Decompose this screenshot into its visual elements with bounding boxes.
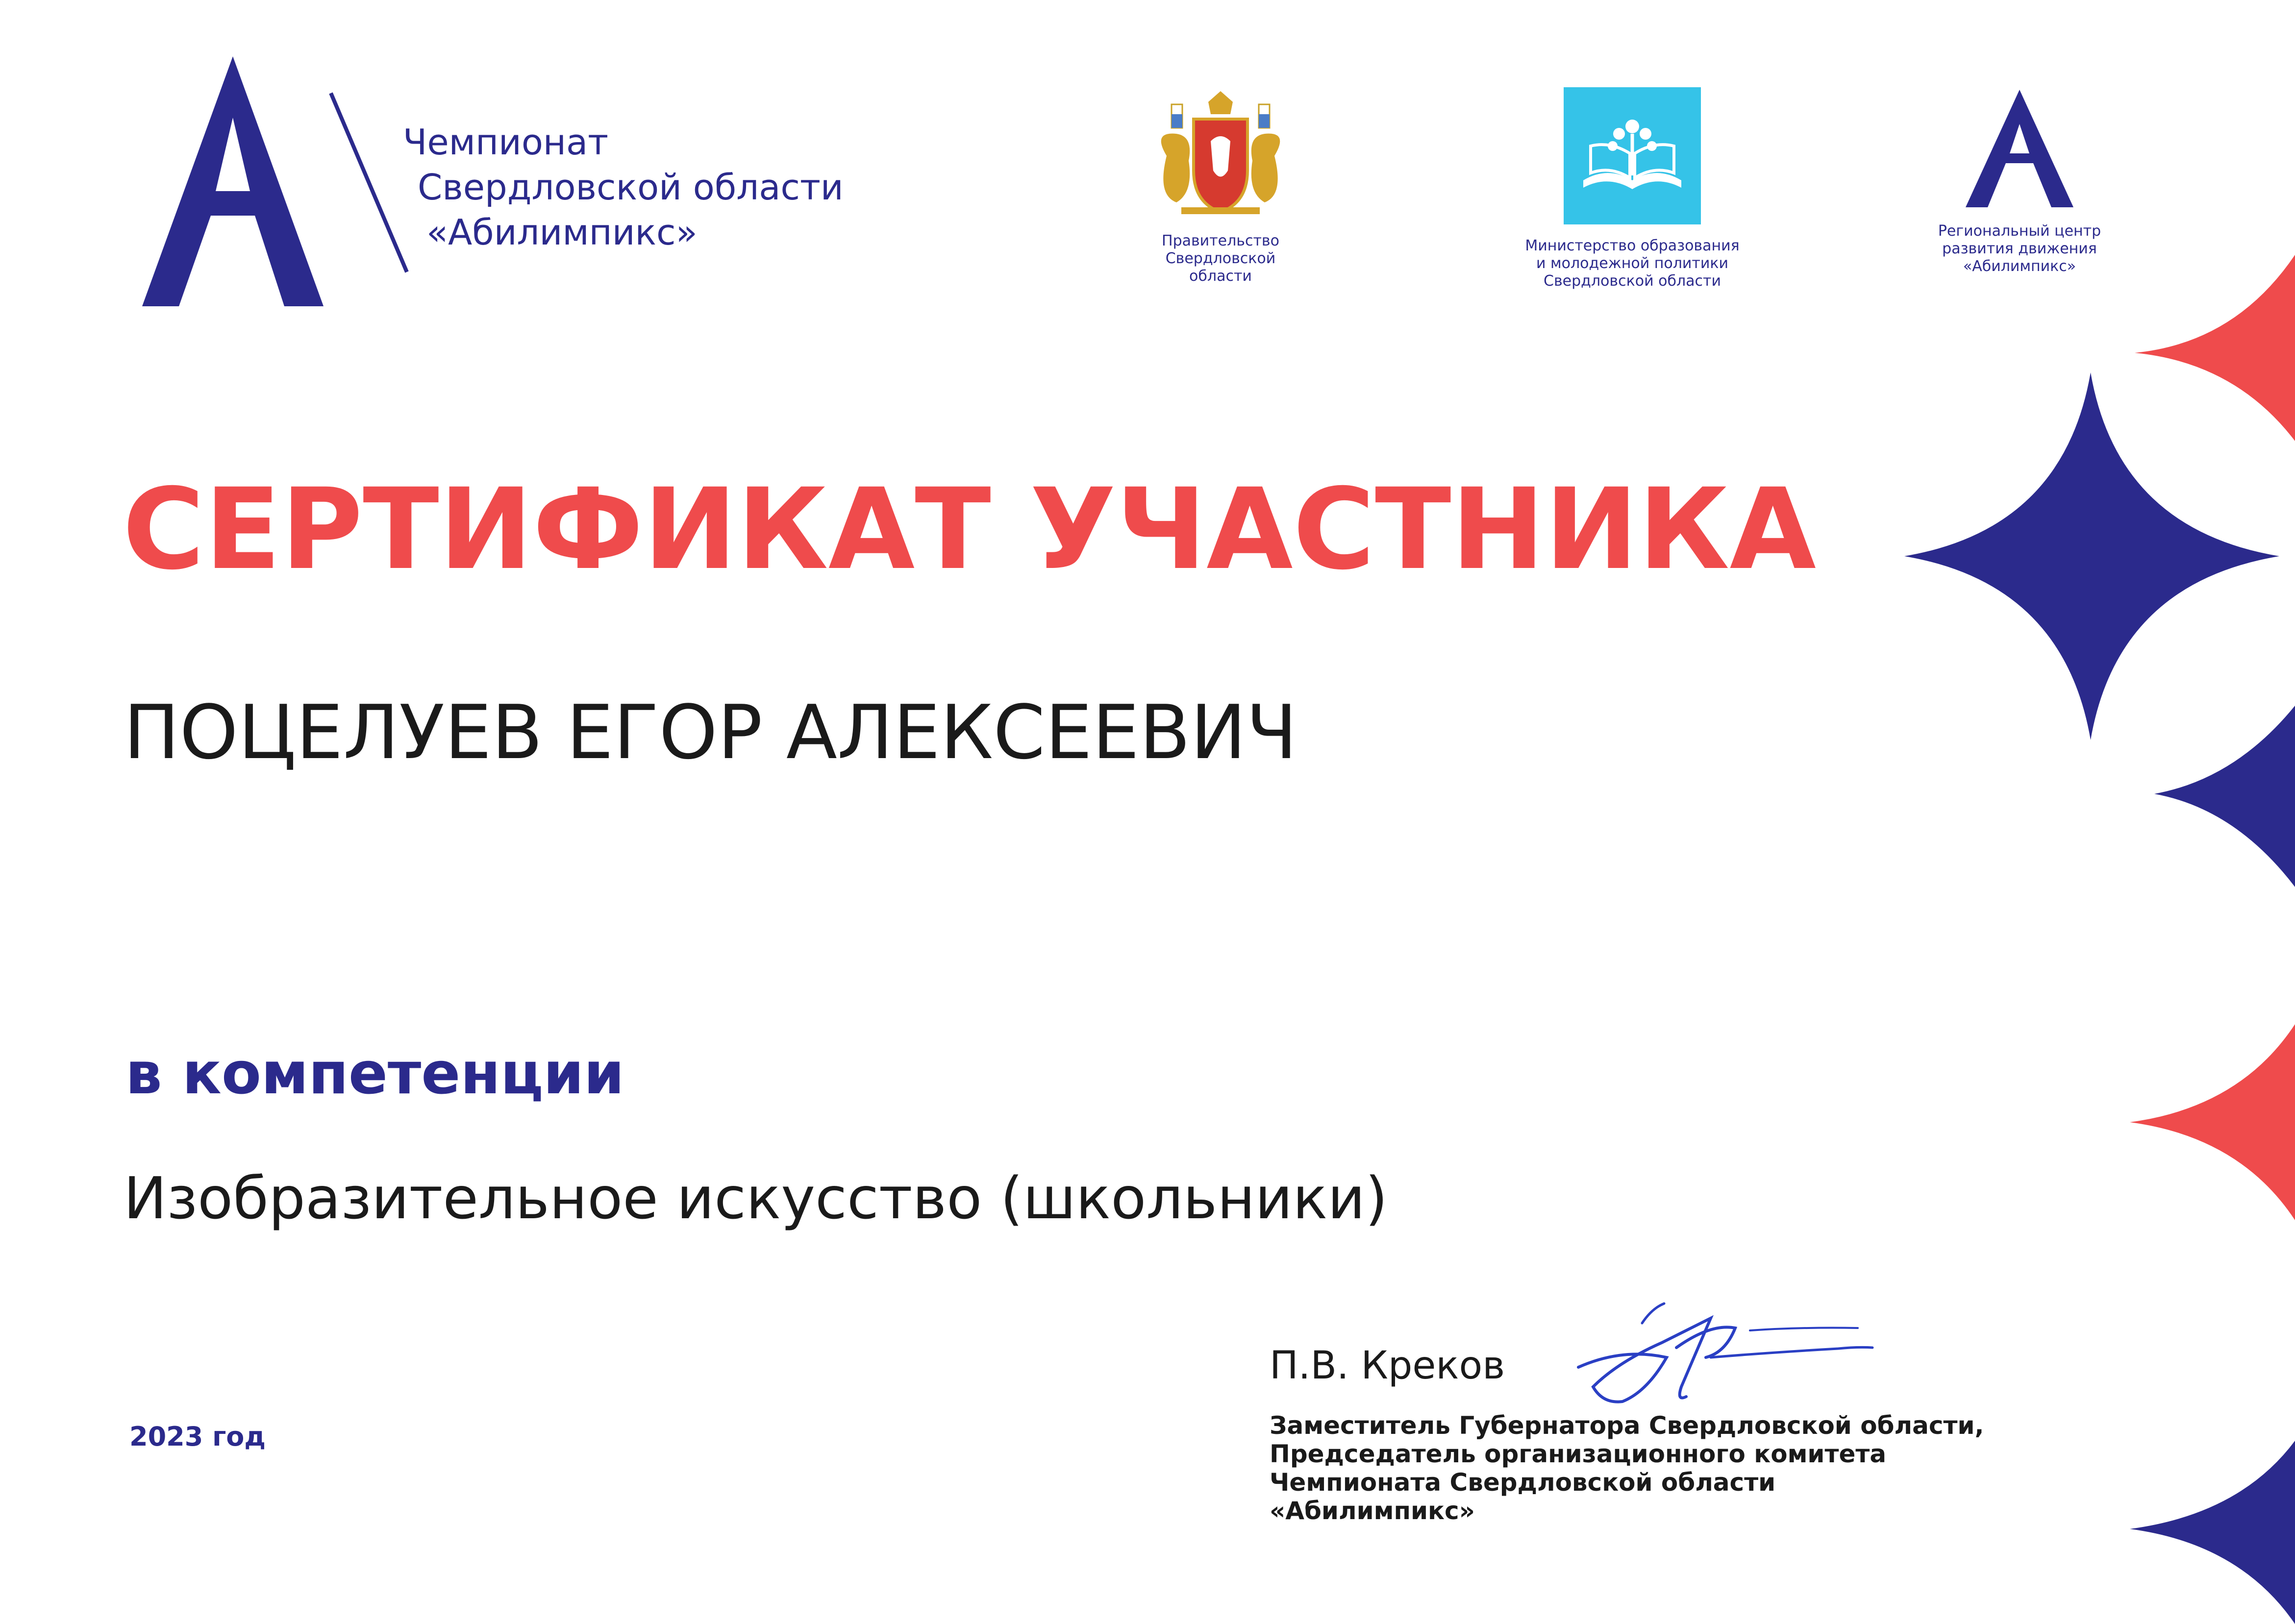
partner-government [1098,87,1343,285]
partner-ministry [1495,87,1770,290]
partner-caption-line: Свердловской области [1544,272,1721,290]
signer-name: П.В. Креков [1270,1344,1505,1388]
partner-caption-line: «Абилимпикс» [1963,258,2076,275]
competence-value: Изобразительное искусство (школьники) [124,1164,1388,1232]
competence-label: в компетенции [125,1039,624,1107]
abilympics-a-icon [1961,87,2078,210]
certificate-title: СЕРТИФИКАТ УЧАСТНИКА [123,464,1816,594]
red-star-bottom [2130,1024,2295,1220]
blue-star-bottom [2130,1441,2295,1624]
blue-star-large [1904,372,2279,740]
certificate-year: 2023 год [129,1421,266,1452]
book-tree-icon [1564,87,1701,224]
blue-star-mid [2154,706,2295,887]
signer-role [1270,1411,1984,1525]
partner-caption-line: области [1189,268,1252,285]
abilympics-logo-icon [132,49,426,314]
partner-caption-line: Министерство образования [1525,237,1740,254]
red-star-top [2135,255,2295,441]
signer-role-line: Заместитель Губернатора Свердловской области, [1270,1411,1984,1440]
signer-role-line: «Абилимпикс» [1270,1497,1475,1525]
handwritten-signature [1564,1289,1877,1416]
partner-regional-centre [1892,87,2147,275]
logo-line-1: Чемпионат [403,122,609,163]
partner-caption-line: и молодежной политики [1536,255,1728,272]
partner-caption-line: развития движения [1942,240,2097,257]
partner-caption-line: Региональный центр [1938,222,2101,240]
partner-caption-line: Свердловской [1165,250,1276,267]
logo-line-2: Свердловской области [418,167,844,208]
signer-role-line: Чемпионата Свердловской области [1270,1468,1776,1497]
coat-of-arms-icon [1147,87,1294,220]
logo-line-3: «Абилимпикс» [426,212,698,253]
partner-caption-line: Правительство [1162,232,1279,249]
signer-role-line: Председатель организационного комитета [1270,1440,1887,1468]
participant-name: ПОЦЕЛУЕВ ЕГОР АЛЕКСЕЕВИЧ [124,689,1297,776]
